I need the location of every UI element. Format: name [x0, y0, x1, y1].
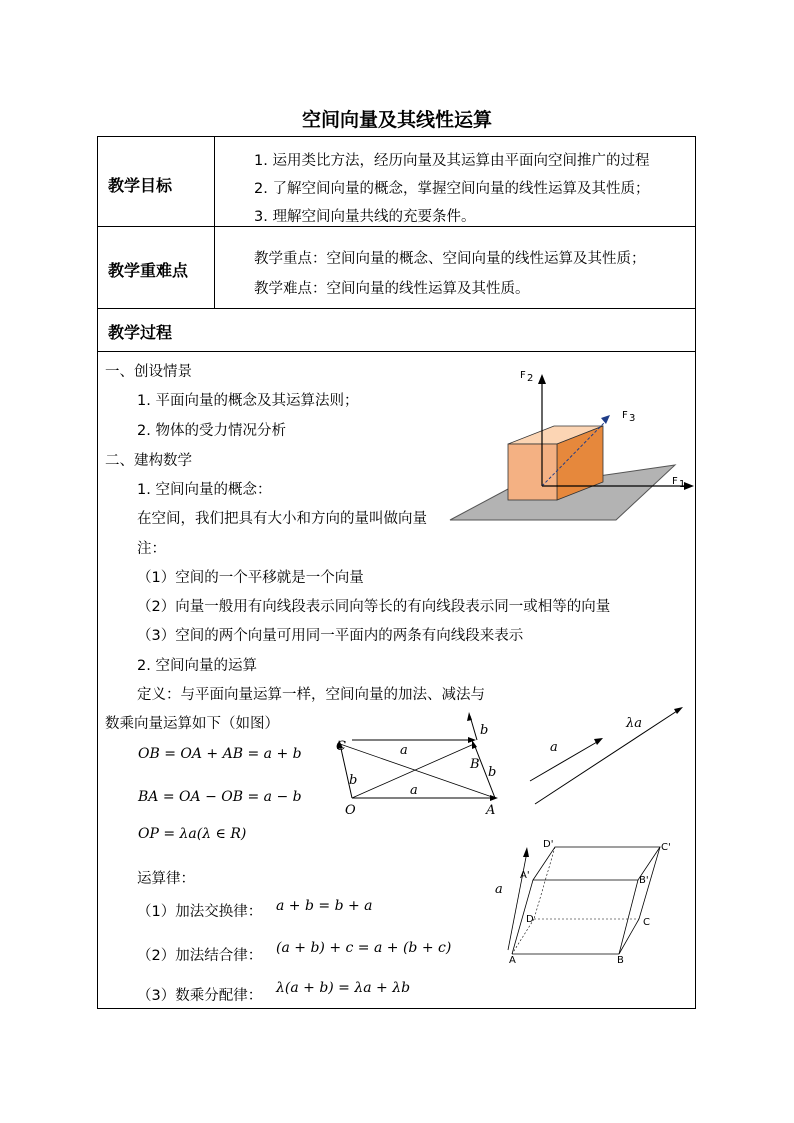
text-line: 运算律： — [137, 871, 195, 887]
text-line: 2. 物体的受力情况分析 — [137, 423, 286, 439]
point-c-label: C — [336, 739, 346, 754]
text-line: 在空间，我们把具有大小和方向的量叫做向量 — [137, 511, 427, 527]
goal-item: 1. 运用类比方法，经历向量及其运算由平面向空间推广的过程 — [254, 153, 650, 169]
vector-b-label: b — [480, 723, 489, 738]
vertex-d: D — [526, 914, 534, 925]
f2-arrowhead — [538, 374, 546, 384]
f1-subscript: 1 — [679, 479, 686, 490]
vector-a-label: a — [550, 740, 558, 755]
point-o-label: O — [345, 803, 356, 818]
vertex-d-prime: D' — [543, 839, 554, 850]
text-line: 注： — [137, 541, 166, 557]
text-line: （1）空间的一个平移就是一个向量 — [137, 570, 364, 586]
f3-arrowhead — [601, 415, 610, 424]
f1-label: F — [672, 476, 678, 487]
page-title: 空间向量及其线性运算 — [301, 109, 492, 131]
vector-a-label: a — [495, 882, 503, 897]
f1-arrowhead — [684, 482, 694, 490]
vertex-a-prime: A' — [520, 870, 530, 881]
text-line: 数乘向量运算如下（如图） — [105, 716, 279, 732]
goal-item: 2. 了解空间向量的概念，掌握空间向量的线性运算及其性质； — [254, 181, 650, 197]
goal-item: 3. 理解空间向量共线的充要条件。 — [254, 209, 476, 225]
formula-ob: OB = OA + AB = a + b — [138, 746, 302, 762]
parallelogram-diagram — [330, 712, 510, 822]
text-line: （2）向量一般用有向线段表示同向等长的有向线段表示同一或相等的向量 — [137, 599, 611, 615]
vertex-b-prime: B' — [639, 875, 649, 886]
formula-commutative: a + b = b + a — [276, 898, 373, 914]
formula-op: OP = λa(λ ∈ R) — [138, 826, 247, 842]
text-line: 1. 空间向量的概念： — [137, 482, 272, 498]
scalar-multiple-diagram — [525, 705, 695, 810]
text-line: （2）加法结合律： — [137, 948, 263, 964]
text-line: （3）空间的两个向量可用同一平面内的两条有向线段来表示 — [137, 628, 524, 644]
vertex-b: B — [617, 955, 624, 966]
goals-label: 教学目标 — [108, 176, 173, 195]
lambda-a-label: λa — [626, 716, 642, 731]
process-label: 教学过程 — [108, 323, 173, 342]
vector-a-label: a — [410, 783, 418, 798]
box-front — [508, 444, 557, 500]
point-b-label: B — [470, 757, 480, 772]
key-point: 教学重点：空间向量的概念、空间向量的线性运算及其性质； — [254, 251, 646, 267]
text-line: 1. 平面向量的概念及其运算法则； — [137, 393, 359, 409]
prism-diagram — [490, 835, 680, 965]
formula-distributive: λ(a + b) = λa + λb — [276, 980, 411, 996]
vector-a-label: a — [400, 743, 408, 758]
f2-label: F — [520, 370, 526, 381]
key-point: 教学难点：空间向量的线性运算及其性质。 — [254, 281, 530, 297]
text-line: 2. 空间向量的运算 — [137, 658, 257, 674]
row-divider — [98, 226, 695, 227]
force-diagram — [460, 360, 700, 530]
text-line: 定义：与平面向量运算一样，空间向量的加法、减法与 — [137, 687, 485, 703]
row-divider — [98, 308, 695, 309]
vertex-c: C — [643, 917, 650, 928]
vector-b-label: b — [488, 765, 497, 780]
text-line: （3）数乘分配律： — [137, 988, 263, 1004]
point-a-label: A — [486, 803, 496, 818]
text-line: （1）加法交换律： — [137, 904, 263, 920]
f2-subscript: 2 — [527, 373, 534, 384]
f3-subscript: 3 — [629, 413, 636, 424]
vector-b-label: b — [349, 773, 358, 788]
section-heading: 一、创设情景 — [105, 364, 192, 380]
column-divider — [214, 137, 215, 308]
formula-associative: (a + b) + c = a + (b + c) — [276, 940, 452, 956]
key-points-label: 教学重难点 — [108, 261, 189, 280]
vertex-c-prime: C' — [661, 842, 671, 853]
row-divider — [98, 351, 695, 352]
f3-label: F — [622, 410, 628, 421]
vertex-a: A — [509, 955, 516, 966]
formula-ba: BA = OA − OB = a − b — [138, 789, 302, 805]
section-heading: 二、建构数学 — [105, 453, 192, 469]
